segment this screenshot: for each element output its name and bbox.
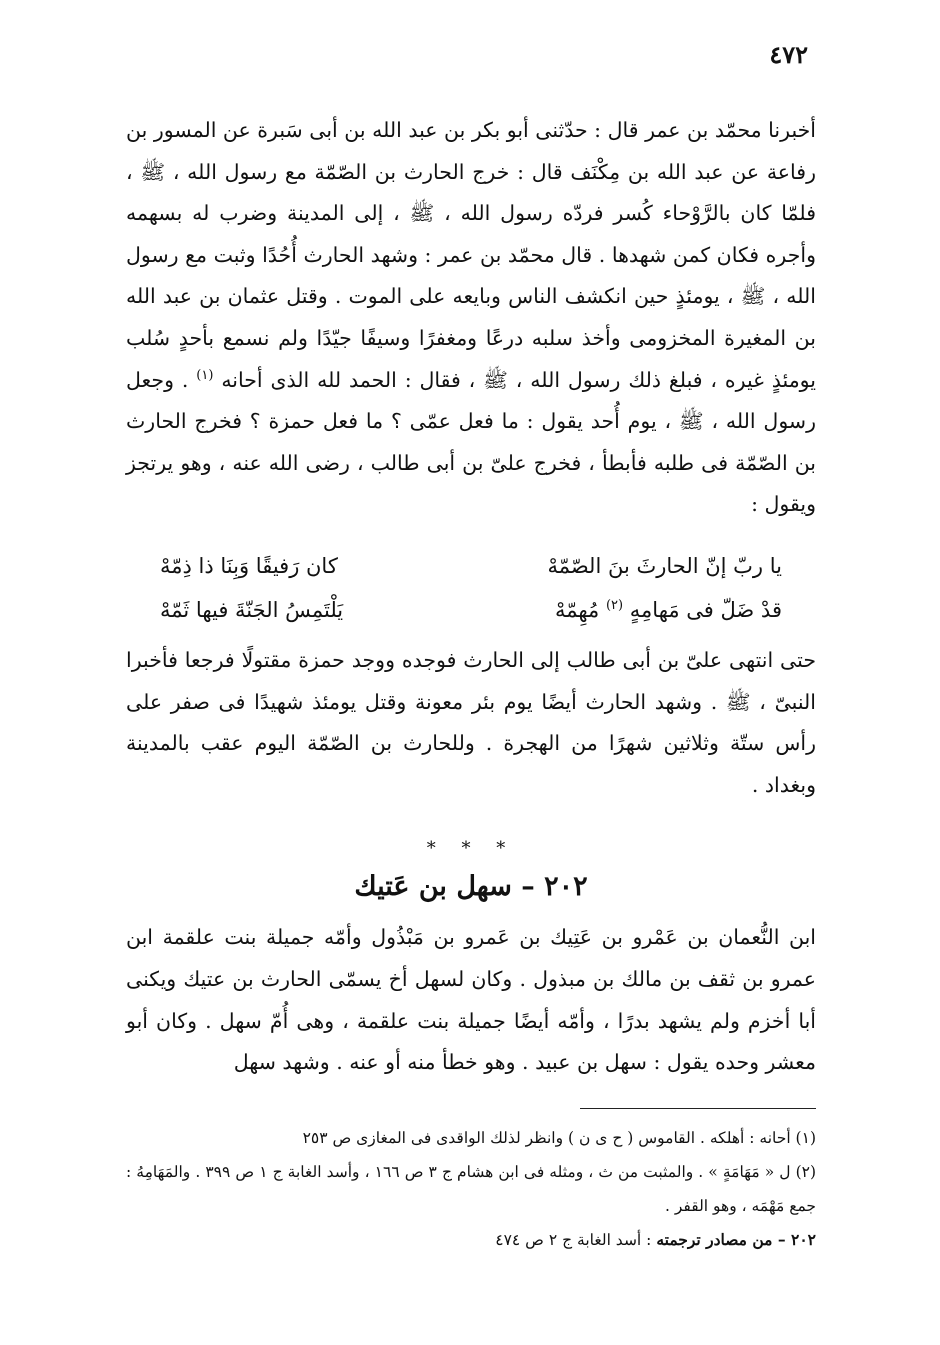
paragraph-3: ابن النُّعمان بن عَمْرو بن عَتِيك بن عَمرو بن مَبْذُول وأمّه جميلة بنت علقمة ابن عمرو بن ثقف بن مالك بن مبذول . وكان لسهل أخ يسمّى الحارث بن عتيك ويكنى أبا أخزم ولم يشهد بدرًا ، وأمّه أيضًا جميلة بنت علقمة ، وهى أُمّ سهل . وكان أبو معشر وحده يقول : سهل بن عبيد . وهو خطأ منه أو عنه . وشهد سهل xyxy=(126,925,816,1075)
paragraph-2: حتى انتهى علىّ بن أبى طالب إلى الحارث فوجده ووجد حمزة مقتولًا فرجعا فأخبرا النبىّ ، ﷺ . وشهد الحارث أيضًا يوم بئر معونة وقتل يومئذ شهيدًا فى صفر على رأس ستّة وثلاثين شهرًا من الهجرة . وللحارث بن الصّمّة اليوم عقب بالمدينة وبغداد . xyxy=(126,647,816,797)
footnote-1: (١) أحانه : أهلكه . القاموس ( ح ى ن ) وانظر لذلك الواقدى فى المغازى ص ٢٥٣ xyxy=(302,1129,816,1147)
footnote-divider xyxy=(580,1108,816,1109)
verse-2-second-hemistich: يَلْتَمِسُ الجَنّةَ فيها ثَمّهْ xyxy=(160,597,344,622)
verse-1-first-hemistich: يا ربّ إنّ الحارثَ بنَ الصّمّهْ xyxy=(547,553,782,578)
verse-1-second-hemistich: كان رَفيقًا وَبِنَا ذا ذِمّهْ xyxy=(160,553,338,578)
footnote-3 xyxy=(126,1223,816,1257)
poem xyxy=(126,544,816,632)
footnote-3-text: : أسد الغابة ج ٢ ص ٤٧٤ xyxy=(495,1231,652,1249)
paragraph-1-text: أخبرنا محمّد بن عمر قال : حدّثنى أبو بكر بن عبد الله بن أبى سَبرة عن المسور بن رفاعة عن عبد الله بن مِكْنَف قال : خرج الحارث بن الصّمّة مع رسول الله ، ﷺ ، فلمّا كان بالرَّوْحاء كُسر فردّه رسول الله ، ﷺ ، إلى المدينة وضرب له بسهمه وأجره فكان كمن شهدها . قال محمّد بن عمر : وشهد الحارث أُحُدًا وثبت مع رسول الله ، ﷺ ، يومئذٍ حين انكشف الناس وبايعه على الموت . وقتل عثمان بن عبد الله بن المغيرة المخزومى وأخذ سلبه درعًا ومغفرًا وسيفًا جيّدًا ولم نسمع بأحدٍ سُلب يومئذٍ غيره ، فبلغ ذلك رسول الله ، ﷺ ، فقال : الحمد لله الذى أحانه xyxy=(126,118,816,392)
paragraph-1-continuation: . وجعل رسول الله ، ﷺ ، يوم أُحد يقول : ما فعل عمّى ؟ ما فعل حمزة ؟ فخرج الحارث بن الصّمّة فى طلبه فأبطأ ، فخرج علىّ بن أبى طالب ، رضى الله عنه ، وهو يرتجز ويقول : xyxy=(126,367,817,517)
section-heading: ٢٠٢ – سهل بن عَتيك xyxy=(354,871,588,903)
verse-2-second-part: مُهِمّهْ xyxy=(554,597,600,622)
footnote-marker-1: (١) xyxy=(196,367,214,383)
verse-2-first-part: قدْ ضَلّ فى مَهامِهٍ xyxy=(629,597,782,622)
verse-2-first-hemistich xyxy=(555,588,782,632)
poem-verse-2 xyxy=(126,588,816,632)
main-text-body xyxy=(126,110,816,1084)
page-number: ٤٧٢ xyxy=(769,40,808,69)
footnote-marker-2: (٢) xyxy=(605,597,624,613)
paragraph-1 xyxy=(126,110,816,526)
footnotes xyxy=(126,1108,816,1257)
section-separator: * * * xyxy=(426,838,516,860)
footnote-3-label: ٢٠٢ – من مصادر ترجمته xyxy=(656,1230,816,1249)
footnote-2: (٢) ل « مَهَامَةٍ » . والمثبت من ث ، ومثله فى ابن هشام ج ٣ ص ١٦٦ ، وأسد الغابة ج ١ ص ٣٩٩ . والمَهَامِهُ : جمع مَهْمَه ، وهو القفر . xyxy=(126,1163,817,1215)
poem-verse-1 xyxy=(126,544,816,588)
